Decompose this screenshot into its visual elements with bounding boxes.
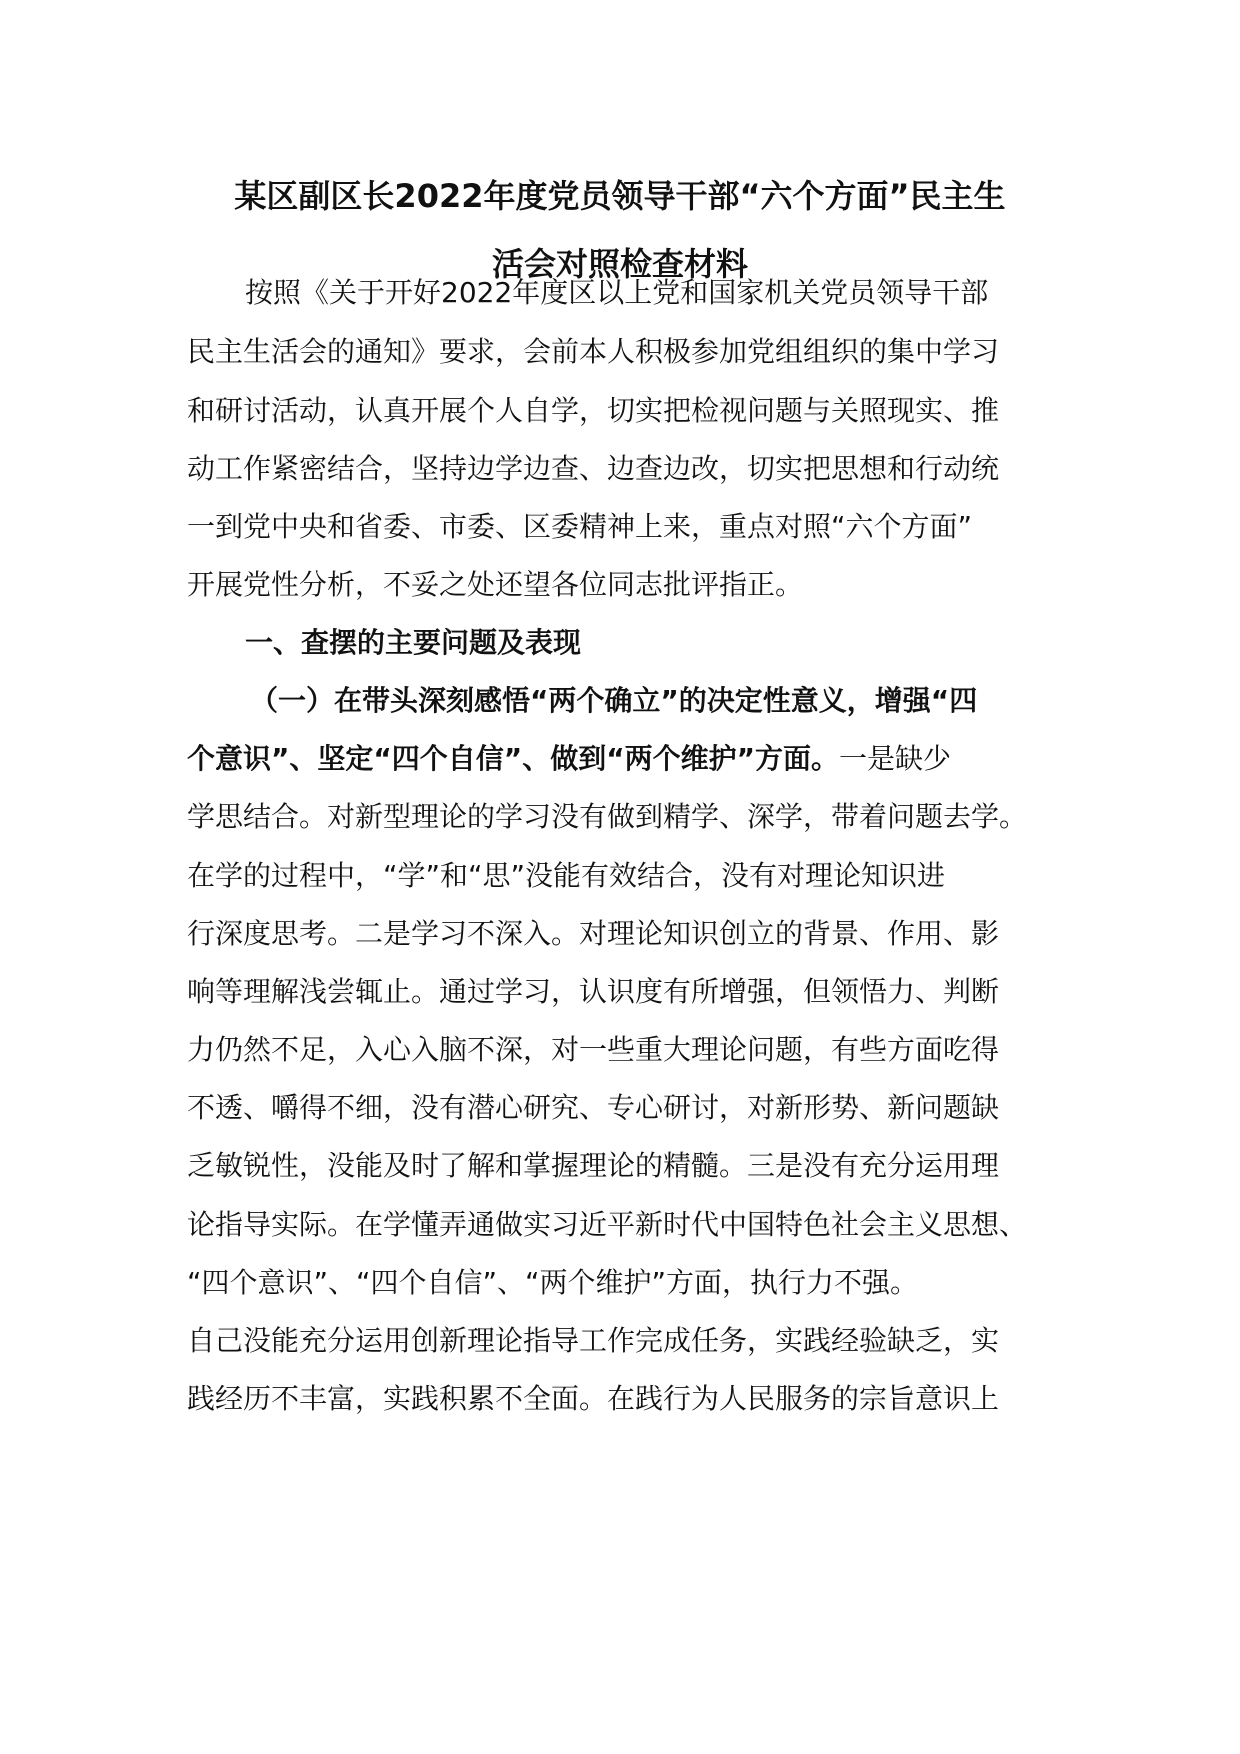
document-title-line-2: 活会对照检查材料 xyxy=(491,245,748,283)
body-line-3: 行深度思考。二是学习不深入。对理论知识创立的背景、作用、影 xyxy=(187,917,1000,950)
document-title-line-1: 某区副区长2022年度党员领导干部“六个方面”民主生 xyxy=(234,177,1006,215)
section-heading: 一、查摆的主要问题及表现 xyxy=(245,626,582,659)
subsection-line-2 xyxy=(187,741,951,777)
body-line-1: 学思结合。对新型理论的学习没有做到精学、深学，带着问题去学。 xyxy=(187,800,1028,833)
subsection-line-2-rest: 一是缺少 xyxy=(839,742,952,775)
body-line-4: 响等理解浅尝辄止。通过学习，认识度有所增强，但领悟力、判断 xyxy=(187,975,1000,1008)
body-line-7: 乏敏锐性，没能及时了解和掌握理论的精髓。三是没有充分运用理 xyxy=(187,1149,1000,1182)
intro-line-4: 动工作紧密结合，坚持边学边查、边查边改，切实把思想和行动统 xyxy=(187,452,1000,485)
body-line-8: 论指导实际。在学懂弄通做实习近平新时代中国特色社会主义思想、 xyxy=(187,1208,1028,1241)
body-line-5: 力仍然不足，入心入脑不深，对一些重大理论问题，有些方面吃得 xyxy=(187,1033,1000,1066)
intro-line-3: 和研讨活动，认真开展个人自学，切实把检视问题与关照现实、推 xyxy=(187,394,1000,427)
intro-line-2: 民主生活会的通知》要求，会前本人积极参加党组组织的集中学习 xyxy=(187,335,1000,368)
body-line-9: “四个意识”、“四个自信”、“两个维护”方面，执行力不强。 xyxy=(187,1266,919,1299)
intro-line-5: 一到党中央和省委、市委、区委精神上来，重点对照“六个方面” xyxy=(187,510,973,543)
subsection-heading-line-1: （一）在带头深刻感悟“两个确立”的决定性意义，增强“四 xyxy=(250,684,978,717)
intro-line-6: 开展党性分析，不妥之处还望各位同志批评指正。 xyxy=(187,568,804,601)
body-line-6: 不透、嚼得不细，没有潜心研究、专心研讨，对新形势、新问题缺 xyxy=(187,1091,1000,1124)
body-line-2: 在学的过程中，“学”和“思”没能有效结合，没有对理论知识进 xyxy=(187,859,946,892)
intro-line-1: 按照《关于开好2022年度区以上党和国家机关党员领导干部 xyxy=(245,276,989,309)
body-line-10: 自己没能充分运用创新理论指导工作完成任务，实践经验缺乏，实 xyxy=(187,1324,1000,1357)
body-line-11: 践经历不丰富，实践积累不全面。在践行为人民服务的宗旨意识上 xyxy=(187,1382,1000,1415)
subsection-heading-line-2: 个意识”、坚定“四个自信”、做到“两个维护”方面。 xyxy=(187,742,840,775)
